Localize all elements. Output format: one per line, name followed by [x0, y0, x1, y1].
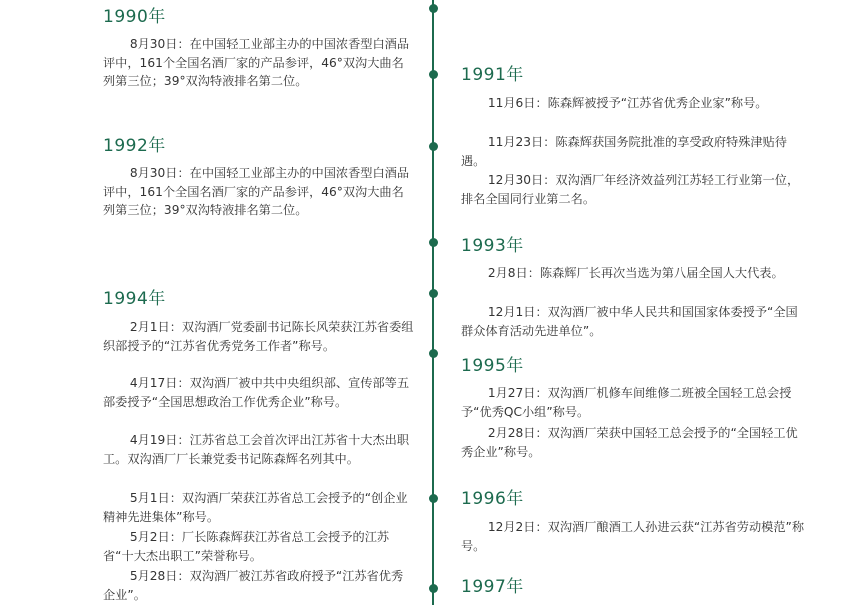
event-text: 1月27日：双沟酒厂机修车间维修二班被全国轻工总会授予“优秀QC小组”称号。 [461, 386, 792, 419]
year-heading-1995: 1995年 [461, 356, 524, 376]
event-text: 5月28日：双沟酒厂被江苏省政府授予“江苏省优秀企业”。 [103, 569, 404, 602]
event-text: 2月1日：双沟酒厂党委副书记陈长风荣获江苏省委组织部授予的“江苏省优秀党务工作者”称号。 [103, 320, 414, 353]
event-text: 8月30日：在中国轻工业部主办的中国浓香型白酒品评中，161个全国名酒厂家的产品参评，46°双沟大曲名列第三位；39°双沟特液排名第二位。 [103, 37, 410, 88]
timeline-dot [429, 142, 438, 151]
year-heading-1993: 1993年 [461, 236, 524, 256]
timeline-dot [429, 4, 438, 13]
event-text: 11月6日：陈森辉被授予“江苏省优秀企业家”称号。 [487, 96, 768, 110]
timeline-dot [429, 494, 438, 503]
event-text: 12月30日：双沟酒厂年经济效益列江苏轻工行业第一位，排名全国同行业第二名。 [461, 173, 800, 206]
event-text: 12月2日：双沟酒厂酿酒工人孙进云获“江苏省劳动模范”称号。 [461, 520, 805, 553]
event-text: 11月23日：陈森辉获国务院批准的享受政府特殊津贴待遇。 [461, 135, 787, 168]
year-heading-1990: 1990年 [103, 7, 166, 27]
timeline-dot [429, 238, 438, 247]
event-text: 8月30日：在中国轻工业部主办的中国浓香型白酒品评中，161个全国名酒厂家的产品参评，46°双沟大曲名列第三位；39°双沟特液排名第二位。 [103, 166, 410, 217]
timeline-dot [429, 289, 438, 298]
event-text: 12月1日：双沟酒厂被中华人民共和国国家体委授予“全国群众体育活动先进单位”。 [461, 305, 798, 338]
year-heading-1997: 1997年 [461, 577, 524, 597]
event-text: 4月19日：江苏省总工会首次评出江苏省十大杰出职工。双沟酒厂厂长兼党委书记陈森辉名列其中。 [103, 433, 410, 466]
timeline-dot [429, 70, 438, 79]
event-text: 4月17日：双沟酒厂被中共中央组织部、宣传部等五部委授予“全国思想政治工作优秀企业”称号。 [103, 376, 410, 409]
event-text: 5月1日：双沟酒厂荣获江苏省总工会授予的“创企业精神先进集体”称号。 [103, 491, 408, 524]
year-heading-1991: 1991年 [461, 65, 524, 85]
year-heading-1992: 1992年 [103, 136, 166, 156]
year-heading-1994: 1994年 [103, 289, 166, 309]
event-text: 2月8日：陈森辉厂长再次当选为第八届全国人大代表。 [487, 266, 784, 280]
year-heading-1996: 1996年 [461, 489, 524, 509]
timeline-dot [429, 584, 438, 593]
event-text: 5月2日：厂长陈森辉获江苏省总工会授予的江苏省“十大杰出职工”荣誉称号。 [103, 530, 390, 563]
timeline-dot [429, 349, 438, 358]
timeline-axis [432, 0, 434, 605]
event-text: 2月28日：双沟酒厂荣获中国轻工总会授予的“全国轻工优秀企业”称号。 [461, 426, 798, 459]
